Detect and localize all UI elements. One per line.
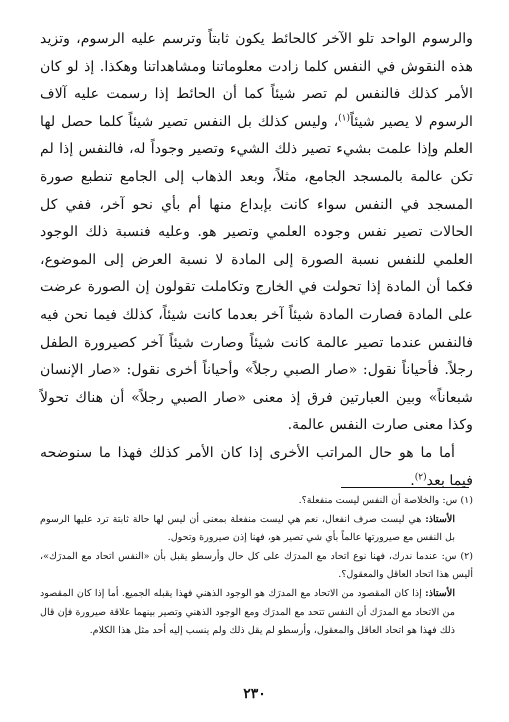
footnote-separator	[341, 487, 469, 488]
footnote-2-answer-label: الأستاذ:	[425, 587, 455, 599]
footnote-1-answer-text: هي ليست صرف انفعال، نعم هي ليست منفعلة بمعنى أن ليس لها حالة ثابتة ترد عليها الرسوم بل النفس مع صيرورتها عالماً بأي شي تصير هو، فهنا إذن صيرورة وتحول.	[40, 513, 455, 544]
paragraph-2-part-1: أما ما هو حال المراتب الأخرى إذا كان الأمر كذلك فهذا ما سنوضحه فيما بعد	[40, 444, 473, 489]
page-number: ٢٣٠	[243, 686, 266, 702]
footnote-1-answer	[40, 511, 473, 548]
paragraph-1-part-1: والرسوم الواحد تلو الآخر كالحائط يكون ثابتاً وترسم عليه الرسوم، وتزيد هذه النقوش في النفس كلما زادت معلوماتنا ومشاهداتنا وهكذا. إذ لو كان الأمر كذلك فالنفس لم تصر شيئاً كما أن الحائط إذا رسمت عليه آلاف الرسوم لا يصير شيئاً	[40, 31, 473, 130]
main-text	[40, 26, 473, 495]
paragraph-1	[40, 26, 473, 440]
paragraph-2-part-2: .	[410, 472, 415, 489]
footnote-1-answer-label: الأستاذ:	[425, 513, 455, 525]
footnote-marker-2[interactable]: (٢)	[414, 471, 427, 482]
footnote-2-question: (٢) س: عندما ندرك، فهنا نوع اتحاد مع المدرَك على كل حال وأرسطو يقبل بأن «النفس اتحاد مع المدرَك»، أليس هذا اتحاد العاقل والمعقول؟.	[40, 550, 473, 581]
paragraph-1-part-2: ، وليس كذلك بل النفس تصير شيئاً كلما حصل لها العلم وإذا علمت بشيء تصير ذلك الشيء وتصير وجوداً له، فالنفس إذا لم تكن عالمة بالمسجد الجامع، مثلاً، وبعد الذهاب إلى الجامع تنطبع صورة المسجد في النفس سواء كانت بإبداع منها أم بأي نحو آخر، ففي كل الحالات تصير نفس وجوده العلمي وتصير هو. وعليه فنسبة ذلك الوجود العلمي للنفس نسبة الصورة إلى المادة لا نسبة العرض إلى الموضوع، فكما أن المادة إذا تحولت في الخارج وتكاملت تقولون إن الصورة عرضت على المادة فصارت المادة شيئاً آخر بعدما كانت شيئاً، كذلك فيما نحن فيه فالنفس عندما تصير عالمة كانت شيئاً وصارت شيئاً آخر كصيرورة الطفل رجلاً. فأحياناً نقول: «صار الصبي رجلاً» وأحياناً أخرى نقول: «صار الإنسان شبعاناً» وبين العبارتين فرق إذ معنى «صار الصبي رجلاً» أن هناك تحولاً وكذا معنى صارت النفس عالمة.	[40, 113, 473, 434]
footnote-marker-1[interactable]: (١)	[338, 113, 351, 124]
footnote-2-answer	[40, 585, 473, 641]
footnote-2-answer-text: إذا كان المقصود من الاتحاد مع المدرَك هو الوجود الذهني فهذا يقبله الجميع. أما إذا كان المقصود من الاتحاد مع المدرَك أن النفس تتحد مع المدرَك ومع الوجود الذهني وتصير بينهما علاقة صيرورة فإن قال ذلك فهذا هو اتحاد العاقل والمعقول، وأرسطو لم يقل ذلك ولم ينسب إليه أحد مثل هذا الكلام.	[40, 587, 455, 637]
page-body	[40, 26, 473, 495]
footnote-1-question: (١) س: والخلاصة أن النفس ليست منفعلة؟.	[298, 495, 473, 506]
footnotes	[40, 492, 473, 641]
